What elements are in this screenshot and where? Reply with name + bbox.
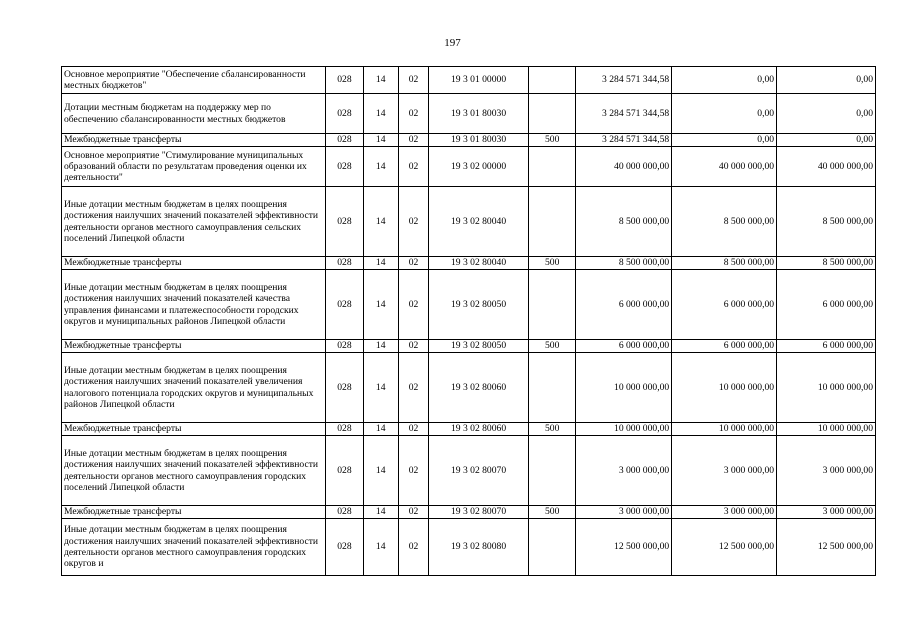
vr-cell [528,270,575,340]
glava-cell: 028 [326,340,363,353]
vr-cell: 500 [528,340,575,353]
glava-cell: 028 [326,519,363,576]
razdel-cell: 14 [363,270,398,340]
sum-year3-cell: 8 500 000,00 [777,187,876,257]
csr-cell: 19 3 01 80030 [429,94,529,134]
csr-cell: 19 3 01 00000 [429,67,529,94]
budget-table [61,66,876,576]
vr-cell [528,187,575,257]
sum-year1-cell: 10 000 000,00 [576,353,672,423]
row-name-cell: Иные дотации местным бюджетам в целях поощрения достижения наилучших значений показателей эффективности деятельности органов местного самоуправления городских округов и [62,519,326,576]
glava-cell: 028 [326,187,363,257]
csr-cell: 19 3 01 80030 [429,134,529,147]
sum-year3-cell: 12 500 000,00 [777,519,876,576]
sum-year1-cell: 3 000 000,00 [576,506,672,519]
razdel-cell: 14 [363,436,398,506]
sum-year3-cell: 6 000 000,00 [777,340,876,353]
table-body [62,67,876,576]
glava-cell: 028 [326,423,363,436]
sum-year3-cell: 3 000 000,00 [777,506,876,519]
row-name-cell: Иные дотации местным бюджетам в целях поощрения достижения наилучших значений показателей качества управления финансами и платежеспособности городских округов и муниципальных районов Липецкой области [62,270,326,340]
podrazdel-cell: 02 [398,340,428,353]
sum-year2-cell: 0,00 [672,94,777,134]
vr-cell [528,67,575,94]
sum-year1-cell: 6 000 000,00 [576,340,672,353]
table-row [62,506,876,519]
sum-year2-cell: 0,00 [672,67,777,94]
table-row [62,353,876,423]
row-name-cell: Межбюджетные трансферты [62,134,326,147]
row-name-cell: Основное мероприятие "Обеспечение сбалансированности местных бюджетов" [62,67,326,94]
row-name-cell: Межбюджетные трансферты [62,506,326,519]
table-row [62,94,876,134]
table-row [62,340,876,353]
csr-cell: 19 3 02 80070 [429,436,529,506]
podrazdel-cell: 02 [398,257,428,270]
sum-year3-cell: 40 000 000,00 [777,147,876,187]
sum-year3-cell: 8 500 000,00 [777,257,876,270]
vr-cell [528,94,575,134]
razdel-cell: 14 [363,506,398,519]
sum-year3-cell: 6 000 000,00 [777,270,876,340]
sum-year3-cell: 10 000 000,00 [777,423,876,436]
table-row [62,147,876,187]
csr-cell: 19 3 02 00000 [429,147,529,187]
razdel-cell: 14 [363,423,398,436]
row-name-cell: Основное мероприятие "Стимулирование муниципальных образований области по результатам проведения оценки их деятельности" [62,147,326,187]
razdel-cell: 14 [363,94,398,134]
csr-cell: 19 3 02 80060 [429,423,529,436]
table-row [62,436,876,506]
razdel-cell: 14 [363,340,398,353]
row-name-cell: Межбюджетные трансферты [62,340,326,353]
podrazdel-cell: 02 [398,187,428,257]
sum-year1-cell: 8 500 000,00 [576,187,672,257]
vr-cell: 500 [528,506,575,519]
podrazdel-cell: 02 [398,423,428,436]
razdel-cell: 14 [363,257,398,270]
razdel-cell: 14 [363,67,398,94]
table-row [62,423,876,436]
podrazdel-cell: 02 [398,506,428,519]
podrazdel-cell: 02 [398,134,428,147]
csr-cell: 19 3 02 80050 [429,340,529,353]
sum-year1-cell: 3 000 000,00 [576,436,672,506]
podrazdel-cell: 02 [398,67,428,94]
sum-year2-cell: 10 000 000,00 [672,423,777,436]
sum-year3-cell: 3 000 000,00 [777,436,876,506]
sum-year2-cell: 8 500 000,00 [672,187,777,257]
sum-year3-cell: 10 000 000,00 [777,353,876,423]
table-row [62,270,876,340]
sum-year2-cell: 10 000 000,00 [672,353,777,423]
razdel-cell: 14 [363,147,398,187]
podrazdel-cell: 02 [398,519,428,576]
sum-year1-cell: 40 000 000,00 [576,147,672,187]
sum-year1-cell: 6 000 000,00 [576,270,672,340]
sum-year1-cell: 3 284 571 344,58 [576,134,672,147]
sum-year1-cell: 3 284 571 344,58 [576,94,672,134]
razdel-cell: 14 [363,187,398,257]
row-name-cell: Иные дотации местным бюджетам в целях поощрения достижения наилучших значений показателей увеличения налогового потенциала городских округов и муниципальных районов Липецкой области [62,353,326,423]
vr-cell [528,147,575,187]
razdel-cell: 14 [363,519,398,576]
razdel-cell: 14 [363,353,398,423]
glava-cell: 028 [326,506,363,519]
csr-cell: 19 3 02 80040 [429,187,529,257]
csr-cell: 19 3 02 80070 [429,506,529,519]
sum-year2-cell: 8 500 000,00 [672,257,777,270]
table-row [62,67,876,94]
podrazdel-cell: 02 [398,270,428,340]
razdel-cell: 14 [363,134,398,147]
sum-year3-cell: 0,00 [777,67,876,94]
sum-year2-cell: 6 000 000,00 [672,270,777,340]
sum-year1-cell: 8 500 000,00 [576,257,672,270]
sum-year3-cell: 0,00 [777,94,876,134]
vr-cell: 500 [528,257,575,270]
sum-year1-cell: 3 284 571 344,58 [576,67,672,94]
row-name-cell: Дотации местным бюджетам на поддержку мер по обеспечению сбалансированности местных бюджетов [62,94,326,134]
sum-year2-cell: 3 000 000,00 [672,436,777,506]
sum-year2-cell: 40 000 000,00 [672,147,777,187]
vr-cell [528,519,575,576]
glava-cell: 028 [326,147,363,187]
table-row [62,519,876,576]
podrazdel-cell: 02 [398,353,428,423]
page-number: 197 [444,37,461,49]
glava-cell: 028 [326,353,363,423]
row-name-cell: Иные дотации местным бюджетам в целях поощрения достижения наилучших значений показателей эффективности деятельности органов местного самоуправления городских поселений Липецкой области [62,436,326,506]
glava-cell: 028 [326,94,363,134]
sum-year1-cell: 10 000 000,00 [576,423,672,436]
table-row [62,257,876,270]
csr-cell: 19 3 02 80040 [429,257,529,270]
podrazdel-cell: 02 [398,436,428,506]
glava-cell: 028 [326,436,363,506]
vr-cell [528,353,575,423]
sum-year2-cell: 6 000 000,00 [672,340,777,353]
vr-cell: 500 [528,134,575,147]
csr-cell: 19 3 02 80050 [429,270,529,340]
row-name-cell: Иные дотации местным бюджетам в целях поощрения достижения наилучших значений показателей эффективности деятельности органов местного самоуправления сельских поселений Липецкой области [62,187,326,257]
sum-year2-cell: 12 500 000,00 [672,519,777,576]
sum-year2-cell: 0,00 [672,134,777,147]
podrazdel-cell: 02 [398,94,428,134]
csr-cell: 19 3 02 80060 [429,353,529,423]
sum-year3-cell: 0,00 [777,134,876,147]
podrazdel-cell: 02 [398,147,428,187]
row-name-cell: Межбюджетные трансферты [62,423,326,436]
table-row [62,187,876,257]
table-row [62,134,876,147]
sum-year2-cell: 3 000 000,00 [672,506,777,519]
sum-year1-cell: 12 500 000,00 [576,519,672,576]
row-name-cell: Межбюджетные трансферты [62,257,326,270]
glava-cell: 028 [326,270,363,340]
vr-cell: 500 [528,423,575,436]
glava-cell: 028 [326,67,363,94]
vr-cell [528,436,575,506]
glava-cell: 028 [326,257,363,270]
glava-cell: 028 [326,134,363,147]
csr-cell: 19 3 02 80080 [429,519,529,576]
